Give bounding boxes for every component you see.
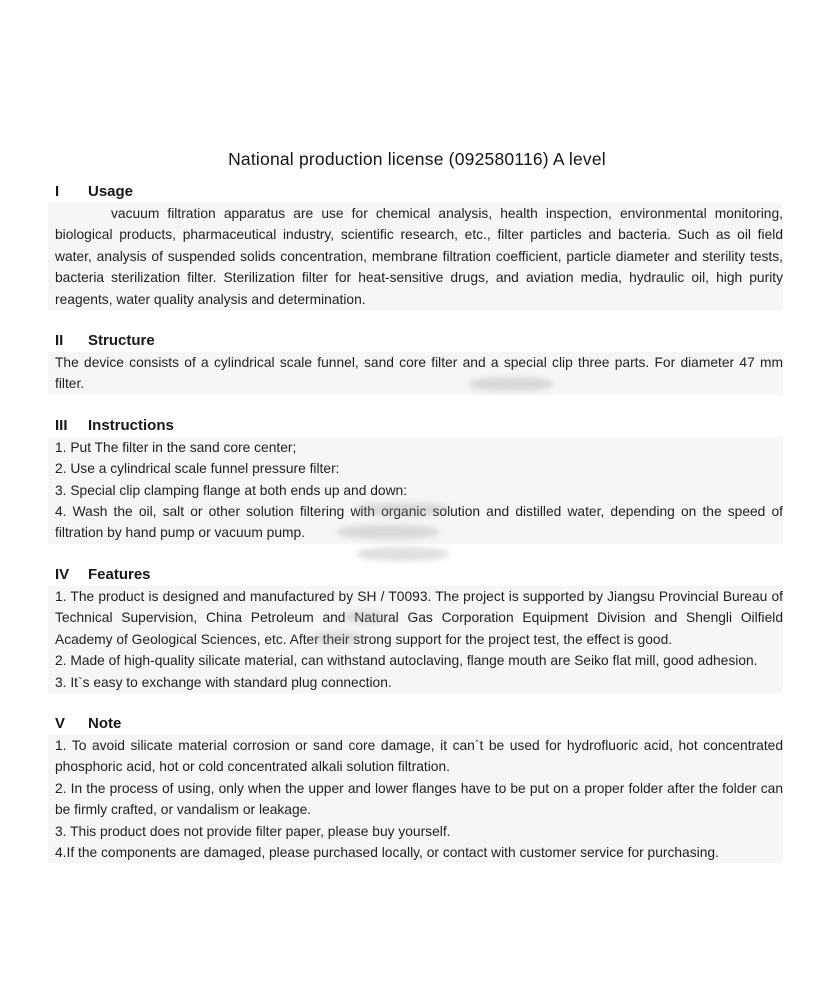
section-heading (55, 416, 783, 436)
paragraph: 2. In the process of using, only when the upper and lower flanges have to be put on a proper folder after the folder can be firmly crafted, or vandalism or leakage. (48, 778, 783, 821)
section-usage (55, 182, 783, 310)
section-heading (55, 331, 783, 351)
paragraph: vacuum filtration apparatus are use for chemical analysis, health inspection, environmental monitoring, biological products, pharmaceutical industry, scientific research, etc., filter particles and bacteria. Such as oil field water, analysis of suspended solids concentration, membrane filtration coefficient, particle diameter and sterility tests, bacteria sterilization filter. Sterilization filter for heat-sensitive drugs, and aviation media, hydraulic oil, high purity reagents, water quality analysis and determination. (48, 203, 783, 310)
section-numeral: II (55, 332, 64, 350)
paragraph: 3. This product does not provide filter paper, please buy yourself. (48, 821, 783, 842)
section-heading (55, 565, 783, 585)
paragraph: 4.If the components are damaged, please purchased locally, or contact with customer service for purchasing. (48, 842, 783, 863)
section-numeral: III (55, 416, 68, 434)
paragraph: The device consists of a cylindrical scale funnel, sand core filter and a special clip three parts. For diameter 47 mm filter. (48, 352, 783, 395)
paragraph: 3. Special clip clamping flange at both ends up and down: (48, 480, 783, 501)
paragraph: 1. The product is designed and manufactured by SH / T0093. The project is supported by Jiangsu Provincial Bureau of Technical Supervision, China Petroleum and Natural Gas Corporation Equipment Division and Shengli Oilfield Academy of Geological Sciences, etc. After their strong support for the project test, the effect is good. (48, 586, 783, 650)
page-title: National production license (092580116) A level (228, 149, 606, 169)
section-heading (55, 182, 783, 202)
paragraph: 2. Made of high-quality silicate material, can withstand autoclaving, flange mouth are Seiko flat mill, good adhesion. (48, 650, 783, 671)
section-label: Usage (88, 183, 134, 200)
paragraph: 1. Put The filter in the sand core center; (48, 437, 783, 458)
section-numeral: V (55, 714, 66, 732)
paragraph: 3. It`s easy to exchange with standard plug connection. (48, 672, 783, 693)
section-features (55, 565, 783, 693)
section-structure (55, 331, 783, 395)
paragraph: 2. Use a cylindrical scale funnel pressure filter: (48, 458, 783, 479)
section-numeral: I (55, 183, 60, 200)
section-note (55, 714, 783, 863)
section-heading (55, 714, 783, 734)
section-numeral: IV (55, 565, 70, 583)
paragraph: 4. Wash the oil, salt or other solution filtering with organic solution and distilled water, depending on the speed of filtration by hand pump or vacuum pump. (48, 501, 783, 544)
sections-container (55, 182, 783, 863)
section-label: Instructions (88, 416, 174, 434)
section-instructions (55, 416, 783, 544)
section-label: Features (88, 565, 151, 583)
section-label: Structure (88, 332, 155, 350)
paragraph: 1. To avoid silicate material corrosion or sand core damage, it can`t be used for hydrofluoric acid, hot concentrated phosphoric acid, hot or cold concentrated alkali solution filtration. (48, 735, 783, 778)
section-label: Note (88, 714, 122, 732)
